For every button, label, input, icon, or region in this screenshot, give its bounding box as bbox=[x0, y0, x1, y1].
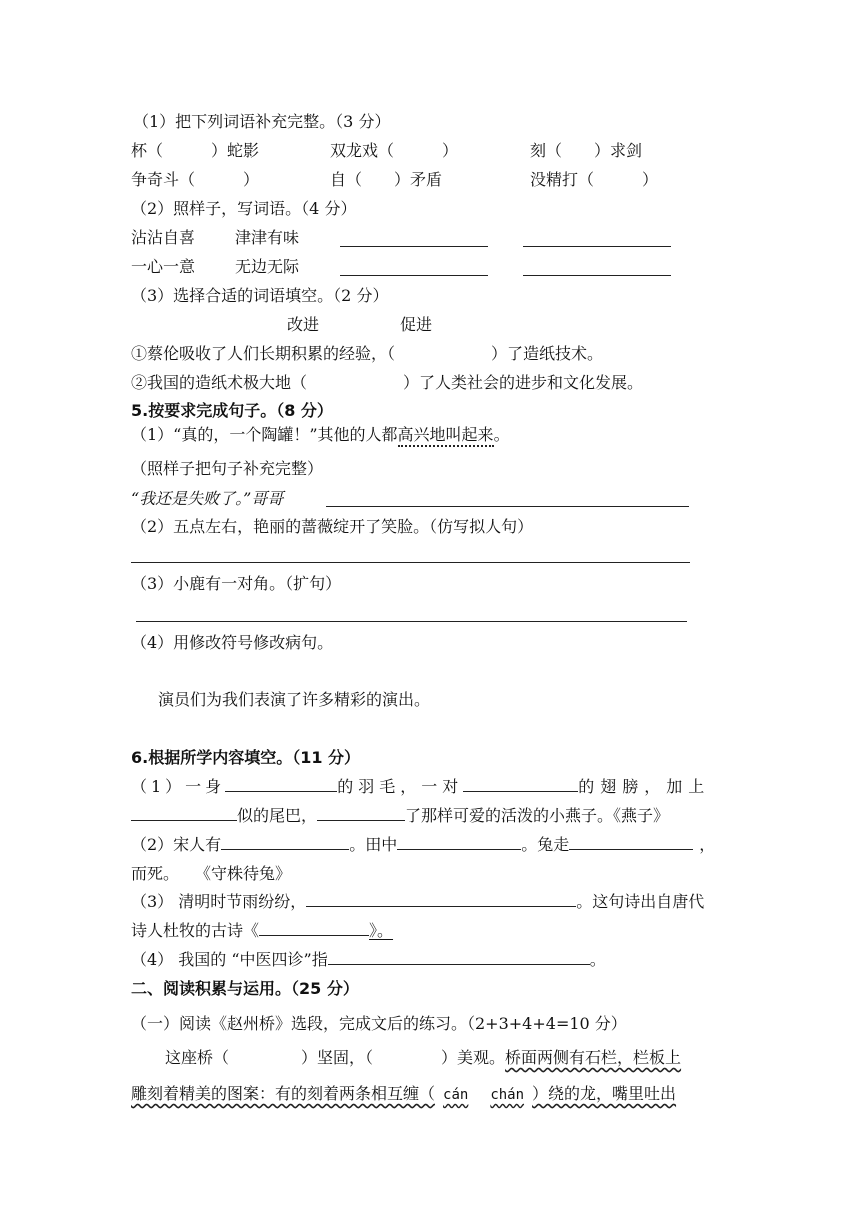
fill-sentence-1 bbox=[131, 344, 603, 364]
answer-blank[interactable] bbox=[259, 921, 369, 936]
pinyin-option[interactable]: chán bbox=[490, 1087, 525, 1103]
sentence-part: （4） 我国的 “中医四诊”指 bbox=[131, 950, 328, 969]
answer-blank[interactable] bbox=[569, 835, 693, 850]
sentence-part: 。这句诗出自唐代 bbox=[576, 892, 705, 911]
reading-passage-line1 bbox=[165, 1048, 681, 1068]
sentence-part: 》。 bbox=[369, 921, 394, 940]
q5-part1-note: （照样子把句子补充完整） bbox=[131, 459, 324, 478]
answer-line[interactable] bbox=[131, 562, 690, 563]
answer-blank[interactable] bbox=[463, 777, 578, 792]
example-word: 津津有味 bbox=[235, 228, 300, 247]
wavy-underlined-text: 雕刻着精美的图案：有的刻着两条相互缠（ bbox=[131, 1084, 436, 1103]
fill-sentence-2 bbox=[131, 373, 643, 393]
answer-line[interactable] bbox=[523, 246, 671, 247]
idiom-item: 刻（ ）求剑 bbox=[530, 141, 643, 160]
answer-line[interactable] bbox=[523, 275, 671, 276]
wavy-underlined-text: ）绕的龙，嘴里吐出 bbox=[532, 1084, 677, 1103]
sentence-part: ）了人类社会的进步和文化发展。 bbox=[403, 373, 644, 392]
sentence-part: ）了造纸技术。 bbox=[491, 344, 604, 363]
q6-title: 6.根据所学内容填空。（11 分） bbox=[131, 748, 361, 767]
q5-part2: （2）五点左右，艳丽的蔷薇绽开了笑脸。（仿写拟人句） bbox=[131, 517, 534, 536]
example-word: 一心一意 bbox=[131, 257, 196, 276]
q4-part2-title: （2）照样子，写词语。（4 分） bbox=[131, 199, 357, 218]
sentence-part: 。 bbox=[589, 950, 606, 969]
q4-part1-title: （1）把下列词语补充完整。（3 分） bbox=[133, 112, 391, 131]
part2-subtitle: （一）阅读《赵州桥》选段，完成文后的练习。（2+3+4+4=10 分） bbox=[131, 1014, 627, 1033]
q6-line6 bbox=[131, 921, 393, 941]
faulty-sentence: 演员们为我们表演了许多精彩的演出。 bbox=[158, 690, 431, 709]
q5-title: 5.按要求完成句子。（8 分） bbox=[131, 401, 333, 420]
q6-line1 bbox=[131, 777, 710, 797]
q5-fill-line: “我还是失败了。”哥哥 bbox=[131, 489, 284, 508]
sentence-part: 了那样可爱的活泼的小燕子。《燕子》 bbox=[405, 806, 670, 825]
answer-line[interactable] bbox=[340, 275, 488, 276]
q6-line5 bbox=[131, 892, 704, 912]
idiom-item: 双龙戏（ ） bbox=[330, 141, 459, 160]
idiom-item: 杯（ ）蛇影 bbox=[131, 141, 260, 160]
q4-part3-title: （3）选择合适的词语填空。（2 分） bbox=[131, 286, 389, 305]
sentence-part: 的羽毛，一对 bbox=[337, 777, 464, 796]
sentence-part: 似的尾巴， bbox=[237, 806, 318, 825]
choice-word: 改进 bbox=[287, 315, 320, 334]
q5-part3: （3）小鹿有一对角。（扩句） bbox=[131, 574, 342, 593]
sentence-part: 的翅膀，加上 bbox=[578, 777, 711, 796]
sentence-part: ， bbox=[699, 835, 716, 854]
answer-line[interactable] bbox=[340, 246, 488, 247]
sentence-part: （1）一身 bbox=[131, 777, 226, 796]
sentence-part: ②我国的造纸术极大地（ bbox=[131, 373, 308, 392]
wavy-underlined-text: 桥面两侧有石栏，栏板上 bbox=[505, 1048, 682, 1067]
q5-part1 bbox=[131, 425, 510, 445]
emphasized-phrase: 高兴地叫起来 bbox=[398, 425, 494, 447]
answer-blank[interactable] bbox=[225, 777, 337, 792]
reading-passage-line2 bbox=[131, 1084, 676, 1105]
sentence-part: 。兔走 bbox=[521, 835, 570, 854]
idiom-item: 自（ ）矛盾 bbox=[330, 170, 443, 189]
answer-line[interactable] bbox=[136, 621, 687, 622]
passage-text: 这座桥（ bbox=[165, 1048, 230, 1067]
q6-line2 bbox=[131, 806, 669, 826]
sentence-part: 。 bbox=[493, 425, 510, 444]
sentence-part: 。田中 bbox=[349, 835, 398, 854]
sentence-part: 诗人杜牧的古诗《 bbox=[131, 921, 260, 940]
sentence-part: ①蔡伦吸收了人们长期积累的经验，（ bbox=[131, 344, 396, 363]
example-word: 无边无际 bbox=[235, 257, 300, 276]
choice-word: 促进 bbox=[400, 315, 433, 334]
sentence-part: （2）宋人有 bbox=[131, 835, 222, 854]
idiom-item: 没精打（ ） bbox=[530, 170, 659, 189]
example-word: 沾沾自喜 bbox=[131, 228, 196, 247]
answer-blank[interactable] bbox=[306, 892, 576, 907]
q6-line7 bbox=[131, 950, 606, 970]
idiom-item: 争奇斗（ ） bbox=[131, 170, 260, 189]
q6-line4: 而死。 《守株待兔》 bbox=[131, 864, 292, 883]
passage-text: ）美观。 bbox=[441, 1048, 506, 1067]
sentence-part: （3） 清明时节雨纷纷， bbox=[131, 892, 307, 911]
answer-blank[interactable] bbox=[131, 806, 237, 821]
answer-line[interactable] bbox=[326, 506, 689, 507]
answer-blank[interactable] bbox=[397, 835, 521, 850]
answer-blank[interactable] bbox=[221, 835, 349, 850]
q5-part4: （4）用修改符号修改病句。 bbox=[131, 633, 334, 652]
answer-blank[interactable] bbox=[317, 806, 405, 821]
q6-line3 bbox=[131, 835, 715, 855]
pinyin-option[interactable]: cán bbox=[443, 1087, 469, 1103]
part2-title: 二、阅读积累与运用。（25 分） bbox=[131, 979, 359, 998]
answer-blank[interactable] bbox=[328, 950, 590, 965]
passage-text: ）坚固，（ bbox=[301, 1048, 374, 1067]
sentence-part: （1）“真的，一个陶罐！”其他的人都 bbox=[131, 425, 398, 444]
